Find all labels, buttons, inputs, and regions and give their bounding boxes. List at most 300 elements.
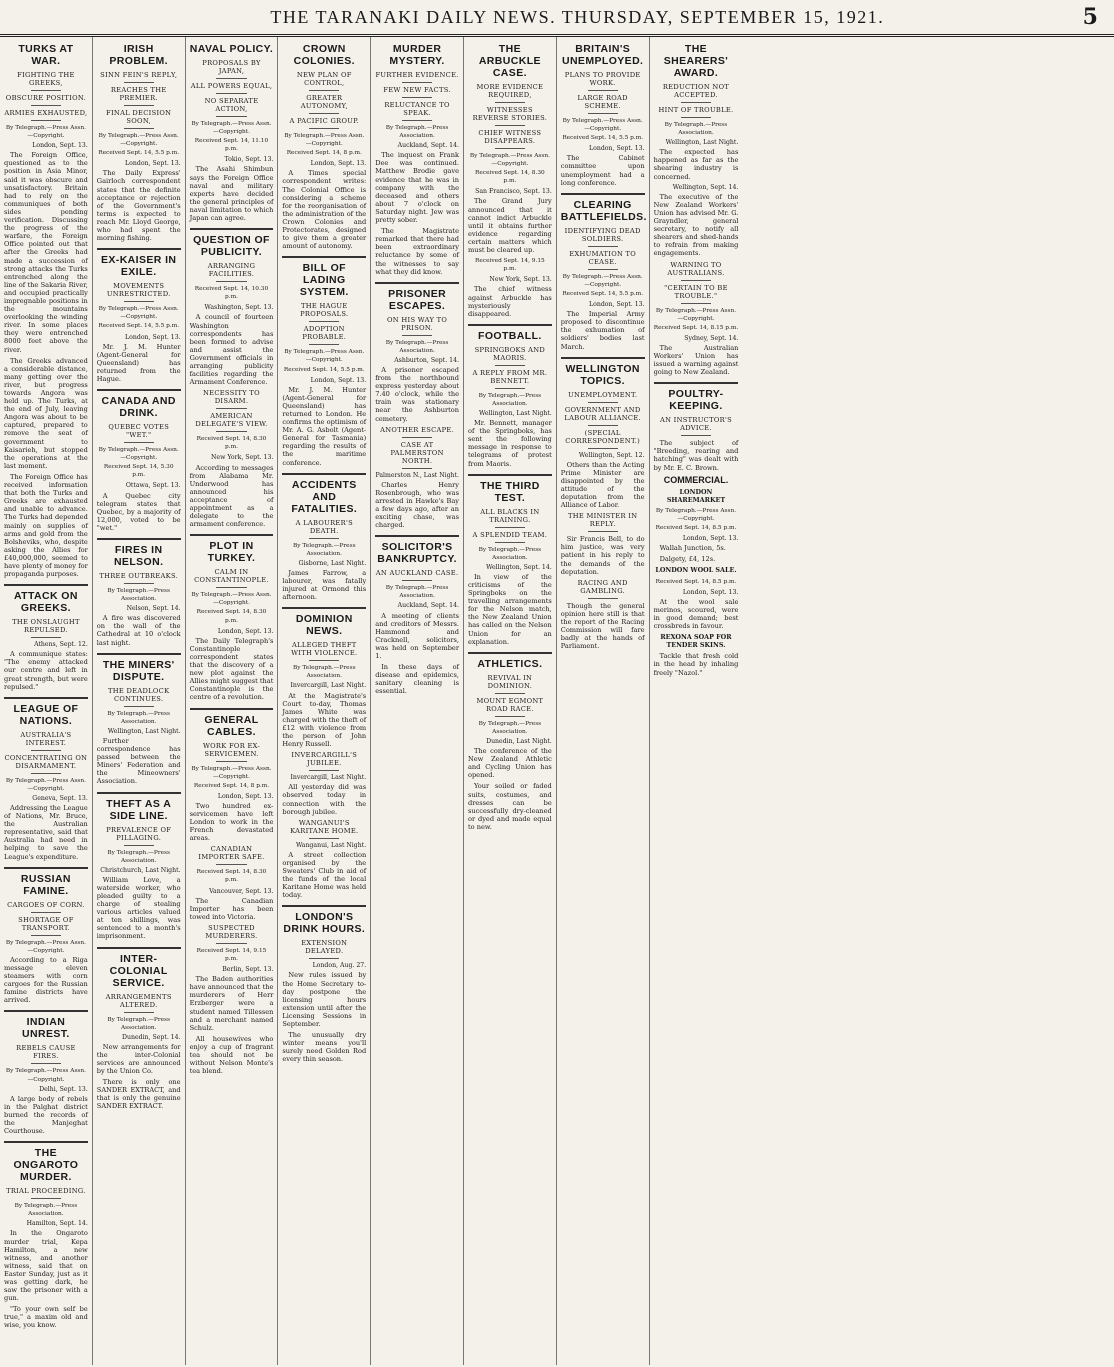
article-paragraph: Mr. J. M. Hunter (Agent-General for Queensland) has returned to London. He confirms the optimism of Mr. A. G. Asbolt (Agent-General for Tasmania) regarding the results of the maritime conference. bbox=[282, 385, 367, 467]
subheading-rule bbox=[402, 335, 432, 336]
received-time: Received Sept. 14, 5.5 p.m. bbox=[98, 323, 180, 330]
news-column-8 bbox=[650, 37, 743, 1365]
section-divider bbox=[654, 382, 739, 384]
article-paragraph: Tackle that fresh cold in the head by inhaling freely "Nazol." bbox=[653, 652, 739, 677]
subheading: CANADIAN IMPORTER SAFE. bbox=[198, 845, 265, 862]
subheading: SPRINGBOKS AND MAORIS. bbox=[474, 345, 546, 362]
subheading: RACING AND GAMBLING. bbox=[577, 578, 628, 595]
subheading-rule bbox=[124, 442, 154, 443]
article-paragraph: Though the general opinion here still is that the report of the Racing Commission will fare badly at the hands of Parliament. bbox=[560, 601, 645, 651]
article-paragraph: A Times special correspondent writes: The Colonial Office is considering a scheme for the reorganisation of the administration of the Crown Colonies and Protectorates, designed to give them a greater amount of autonomy. bbox=[282, 169, 367, 251]
subheading-rule bbox=[216, 943, 246, 944]
dateline: Palmerston N., Last Night. bbox=[375, 471, 459, 479]
article-paragraph: The Magistrate remarked that there had been extraordinary reluctance by some of the witnesses to say what they did know. bbox=[375, 227, 459, 276]
article-paragraph: Two hundred ex-servicemen have left London to work in the French devastated areas. bbox=[189, 801, 274, 843]
dateline: London, Sept. 13. bbox=[32, 142, 88, 150]
headline: THE SHEARERS' AWARD. bbox=[663, 43, 729, 79]
subheading: NECESSITY TO DISARM. bbox=[203, 389, 260, 406]
subheading-rule bbox=[124, 845, 154, 846]
subheading-rule bbox=[681, 102, 712, 103]
headline: WELLINGTON TOPICS. bbox=[565, 362, 640, 387]
headline: IRISH PROBLEM. bbox=[109, 43, 168, 67]
subheading: (SPECIAL CORRESPONDENT.) bbox=[565, 428, 641, 445]
headline: FOOTBALL. bbox=[478, 329, 542, 342]
headline: SOLICITOR'S BANKRUPTCY. bbox=[377, 541, 457, 566]
dateline: Invercargill, Last Night. bbox=[290, 774, 367, 782]
subheading: WORK FOR EX-SERVICEMEN. bbox=[202, 741, 261, 758]
article-paragraph: The Asahi Shimbun says the Foreign Office naval and military experts have decided the general principles of naval limitation to which Japan can agree. bbox=[189, 165, 274, 223]
received-time: Received Sept. 14, 8.30 p.m. bbox=[475, 170, 545, 185]
subheading: MOVEMENTS UNRESTRICTED. bbox=[106, 282, 171, 299]
subheading-rule bbox=[495, 542, 525, 543]
byline: By Telegraph.—Press Association. bbox=[107, 849, 170, 864]
dateline: Wellington, Sept. 14. bbox=[486, 563, 552, 571]
headline: QUESTION OF PUBLICITY. bbox=[193, 234, 270, 259]
headline: INTER-COLONIAL SERVICE. bbox=[109, 952, 168, 989]
headline: DOMINION NEWS. bbox=[295, 613, 353, 638]
headline: BILL OF LADING SYSTEM. bbox=[299, 262, 349, 299]
headline: FIRES IN NELSON. bbox=[113, 544, 164, 568]
subheading-rule bbox=[216, 93, 246, 94]
subheading: AN AUCKLAND CASE. bbox=[375, 569, 459, 578]
article-paragraph: Addressing the League of Nations, Mr. Bruce, the Australian representative, said that Australia had need in helping to save the League's expenditure. bbox=[4, 804, 88, 861]
subheading-rule bbox=[309, 770, 339, 771]
article-paragraph: Your soiled or faded suits, costumes, and dresses can be successfully dry-cleaned or dyed and made equal to new. bbox=[467, 782, 552, 831]
article-paragraph: The executive of the New Zealand Workers' Union has advised Mr. G. Grayndler, general secretary, to notify all shearers and shed-hands to refrain from making engagements. bbox=[653, 192, 739, 258]
dateline: Tokio, Sept. 13. bbox=[224, 156, 274, 164]
byline: By Telegraph.—Press Assn.—Copyright. bbox=[98, 447, 179, 462]
article-paragraph: The expected has happened as far as the shearing industry is concerned. bbox=[653, 148, 739, 181]
article-paragraph: The unusually dry winter means you'll surely need Golden Rod every thin season. bbox=[282, 1031, 367, 1064]
article-paragraph: A council of fourteen Washington correspondents has been formed to advise and assist the Government officials in arranging publicity facilities regarding the Armament Conference. bbox=[189, 313, 274, 387]
article-paragraph: Others than the Acting Prime Minister are disappointed by the attitude of the deputation from the Alliance of Labor. bbox=[560, 460, 645, 510]
headline: PRISONER ESCAPES. bbox=[388, 287, 447, 312]
byline: By Telegraph.—Press Assn.—Copyright. bbox=[469, 153, 550, 168]
article-paragraph: The Australian Workers' Union has issued a warning against going to New Zealand. bbox=[653, 343, 739, 377]
article-paragraph: In view of the criticisms of the Springboks on the travelling arrangements for the Nelson match, the New Zealand Union has called on the Nelson Union for an explanation. bbox=[467, 572, 552, 646]
dateline: Washington, Sept. 13. bbox=[204, 304, 274, 312]
subheading: EXTENSION DELAYED. bbox=[301, 939, 348, 956]
byline: By Telegraph.—Press Association. bbox=[385, 585, 449, 600]
received-time: Received Sept. 14, 8.30 p.m. bbox=[196, 609, 267, 624]
dateline: Auckland, Sept. 14. bbox=[397, 602, 459, 610]
subheading-rule bbox=[402, 468, 432, 469]
subheading-rule bbox=[495, 388, 525, 389]
subheading: FURTHER EVIDENCE. bbox=[375, 71, 459, 79]
subheading: CONCENTRATING ON DISARMAMENT. bbox=[4, 753, 88, 770]
article-paragraph: A communique states: "The enemy attacked our centre and left in great strength, but were repulsed." bbox=[4, 650, 88, 691]
received-time: Received Sept. 14, 10.30 p.m. bbox=[194, 286, 269, 301]
dateline: Gisborne, Last Night. bbox=[298, 559, 367, 567]
byline: By Telegraph.—Press Association. bbox=[14, 1203, 78, 1218]
subheading-rule bbox=[31, 120, 61, 121]
article-paragraph: New arrangements for the inter-Colonial services are announced by the Union Co. bbox=[96, 1042, 181, 1076]
subheading-rule bbox=[216, 761, 246, 762]
received-time: Received Sept. 14, 8 p.m. bbox=[286, 150, 362, 157]
subheading-rule bbox=[588, 269, 618, 270]
subheading: REBELS CAUSE FIRES. bbox=[16, 1044, 76, 1061]
dateline: New York, Sept. 13. bbox=[211, 454, 274, 462]
received-time: Received Sept. 14, 8.30 p.m. bbox=[196, 436, 267, 451]
article-paragraph: In the Ongaroto murder trial, Kepa Hamilton, a new witness, and another witness, said that on Easter Sunday, just as it was getting dark, he saw the prisoner with a gun. bbox=[4, 1229, 88, 1303]
byline: By Telegraph.—Press Assn.—Copyright. bbox=[655, 307, 737, 322]
subheading: NO SEPARATE ACTION, bbox=[204, 97, 259, 113]
byline: By Telegraph.—Press Assn.—Copyright. bbox=[5, 125, 86, 140]
market-heading: REXONA SOAP FOR TENDER SKINS. bbox=[660, 633, 732, 650]
subheading-rule bbox=[495, 102, 525, 103]
subheading: AMERICAN DELEGATE'S VIEW. bbox=[195, 412, 268, 429]
subheading-rule bbox=[216, 408, 246, 409]
headline: THE MINERS' DISPUTE. bbox=[102, 658, 175, 683]
subheading: INVERCARGILL'S JUBILEE. bbox=[291, 751, 358, 768]
article-paragraph: All yesterday did was observed today in connection with the borough jubilee. bbox=[282, 783, 367, 816]
subheading-rule bbox=[31, 637, 61, 638]
byline: By Telegraph.—Press Assn.—Copyright. bbox=[284, 349, 365, 364]
subheading: ARRANGING FACILITIES. bbox=[207, 262, 256, 279]
byline: By Telegraph.—Press Association. bbox=[385, 125, 449, 140]
headline: BRITAIN'S UNEMPLOYED. bbox=[561, 43, 644, 67]
section-divider bbox=[97, 792, 181, 794]
byline: By Telegraph.—Press Assn.—Copyright. bbox=[5, 939, 86, 954]
received-time: Received Sept. 14, 8 p.m. bbox=[193, 782, 270, 789]
dateline: Dunedin, Last Night. bbox=[486, 737, 552, 745]
subheading: REDUCTION NOT ACCEPTED. bbox=[662, 83, 730, 99]
headline: CROWN COLONIES. bbox=[293, 43, 355, 67]
subheading: FEW NEW FACTS. bbox=[383, 86, 451, 94]
subheading-rule bbox=[402, 97, 432, 98]
subheading: AN INSTRUCTOR'S ADVICE. bbox=[659, 416, 732, 433]
subheading-rule bbox=[495, 716, 525, 717]
dateline: London, Sept. 13. bbox=[682, 588, 739, 596]
article-paragraph: A large body of rebels in the Palghat district burned the records of the Manjeghat Courthouse. bbox=[4, 1094, 88, 1136]
received-time: Received Sept. 14, 8.15 p.m. bbox=[653, 324, 739, 331]
dateline: Dunedin, Sept. 14. bbox=[122, 1033, 181, 1041]
subheading-rule bbox=[31, 773, 61, 774]
subheading-rule bbox=[588, 113, 618, 114]
article-paragraph: According to messages from Alabama Mr. Underwood has announced his acceptance of appointment as a delegate to the armament conference. bbox=[189, 463, 274, 529]
subheading-rule bbox=[681, 280, 712, 281]
dateline: Wanganui, Last Night. bbox=[295, 841, 367, 849]
subheading: THE HAGUE PROPOSALS. bbox=[300, 302, 349, 319]
subheading-rule bbox=[216, 116, 246, 117]
subheading-rule bbox=[309, 838, 339, 839]
received-time: Received Sept. 14, 5.5 p.m. bbox=[98, 150, 180, 157]
section-divider bbox=[97, 947, 181, 949]
byline: By Telegraph.—Press Assn.—Copyright. bbox=[562, 273, 643, 288]
subheading: PLANS TO PROVIDE WORK. bbox=[564, 71, 641, 87]
article-paragraph: The conference of the New Zealand Athletic and Cycling Union has opened. bbox=[467, 747, 552, 780]
section-divider bbox=[97, 538, 181, 540]
byline: By Telegraph.—Press Assn.—Copyright. bbox=[5, 1068, 86, 1083]
headline: TURKS AT WAR. bbox=[18, 43, 74, 67]
byline: By Telegraph.—Press Assn.—Copyright. bbox=[191, 765, 272, 780]
section-divider bbox=[468, 652, 552, 654]
byline: By Telegraph.—Press Association. bbox=[107, 588, 170, 603]
headline: NAVAL POLICY. bbox=[189, 43, 274, 55]
subheading: MORE EVIDENCE REQUIRED, bbox=[476, 83, 544, 99]
article-paragraph: The Greeks advanced a considerable distance, many getting over the river, but progress towards Angora was held up. The Turks, at the end of July, leaving Angora was about to be captured, prepared to remove the seat of government to Kaisarieh, but stopped the operations at the last moment. bbox=[4, 356, 88, 470]
article-paragraph: All housewives who enjoy a cup of fragrant tea should not be without Nelson Monte's tea blend. bbox=[189, 1034, 274, 1076]
headline: THE THIRD TEST. bbox=[480, 479, 540, 504]
subheading: A REPLY FROM MR. BENNETT. bbox=[472, 368, 548, 385]
subheading-rule bbox=[495, 148, 525, 149]
subheading-rule bbox=[216, 281, 246, 282]
dateline: Vancouver, Sept. 13. bbox=[209, 887, 274, 895]
section-divider bbox=[468, 474, 552, 476]
headline: GENERAL CABLES. bbox=[204, 713, 259, 738]
subheading-rule bbox=[588, 402, 618, 403]
subheading-rule bbox=[402, 580, 432, 581]
section-heading: COMMERCIAL. bbox=[663, 474, 729, 485]
received-time: Received Sept. 14, 9.15 p.m. bbox=[475, 258, 545, 273]
byline: By Telegraph.—Press Assn.—Copyright. bbox=[191, 121, 272, 136]
byline: By Telegraph.—Press Association. bbox=[385, 339, 449, 354]
headline: ACCIDENTS AND FATALITIES. bbox=[291, 478, 358, 515]
masthead-spacer bbox=[12, 17, 72, 18]
subheading-rule bbox=[124, 583, 154, 584]
news-column-5 bbox=[371, 37, 464, 1365]
subheading-rule bbox=[31, 750, 61, 751]
subheading: CHIEF WITNESS DISAPPEARS. bbox=[478, 129, 542, 145]
subheading-rule bbox=[495, 365, 525, 366]
received-time: Received Sept. 14, 9.15 p.m. bbox=[196, 947, 267, 962]
section-divider bbox=[375, 535, 459, 537]
news-column-1 bbox=[0, 37, 93, 1365]
subheading: SUSPECTED MURDERERS. bbox=[205, 923, 258, 940]
market-heading: LONDON SHAREMARKET bbox=[666, 487, 726, 504]
dateline: Athens, Sept. 12. bbox=[34, 641, 88, 649]
article-paragraph: Further correspondence has passed between the Miners' Federation and the Mineowners' Association. bbox=[96, 736, 181, 786]
subheading: THREE OUTBREAKS. bbox=[99, 572, 179, 580]
article-paragraph: Sir Francis Bell, to do him justice, was very patient in his reply to the demands of the deputation. bbox=[560, 535, 645, 576]
section-divider bbox=[4, 867, 88, 869]
dateline: London, Sept. 13. bbox=[589, 301, 645, 309]
section-divider bbox=[282, 905, 366, 907]
dateline: San Francisco, Sept. 13. bbox=[475, 188, 552, 196]
columns-container bbox=[0, 37, 1114, 1365]
news-column-7 bbox=[557, 37, 650, 1365]
received-time: Received Sept. 14, 5.30 p.m. bbox=[103, 464, 174, 479]
subheading: REVIVAL IN DOMINION. bbox=[487, 673, 533, 690]
subheading-rule bbox=[124, 128, 154, 129]
received-time: Received Sept. 14, 8.5 p.m. bbox=[655, 578, 737, 585]
dateline: Auckland, Sept. 14. bbox=[397, 142, 459, 150]
page-number: 5 bbox=[1082, 4, 1098, 30]
subheading: CASE AT PALMERSTON NORTH. bbox=[390, 440, 444, 465]
article-paragraph: William Love, a waterside worker, who pleaded guilty to a charge of stealing various articles valued at ten shillings, was sentenced to a month's imprisonment. bbox=[96, 875, 181, 941]
subheading-rule bbox=[124, 301, 154, 302]
subheading: UNEMPLOYMENT. bbox=[568, 390, 638, 399]
subheading-rule bbox=[216, 587, 246, 588]
subheading: MOUNT EGMONT ROAD RACE. bbox=[476, 696, 544, 713]
byline: By Telegraph.—Press Association. bbox=[292, 542, 356, 557]
article-paragraph: New rules issued by the Home Secretary to-day postpone the licensing hours extension until after the Licensing Sessions in September. bbox=[282, 971, 367, 1028]
article-paragraph: "To your own self be true," a maxim old and wise, you know. bbox=[4, 1305, 88, 1330]
headline: THE ONGAROTO MURDER. bbox=[13, 1147, 79, 1184]
article-paragraph: According to a Riga message eleven steamers with corn cargoes for the Russian famine districts have arrived. bbox=[4, 955, 88, 1005]
headline: CLEARING BATTLEFIELDS. bbox=[560, 198, 647, 223]
headline: PLOT IN TURKEY. bbox=[207, 540, 256, 565]
byline: By Telegraph.—Press Assn.—Copyright. bbox=[98, 133, 179, 148]
subheading-rule bbox=[495, 527, 525, 528]
headline: MURDER MYSTERY. bbox=[389, 43, 445, 67]
received-time: Received Sept. 14, 5.5 p.m. bbox=[562, 290, 644, 297]
article-paragraph: The subject of "Breeding, rearing and hatching" was dealt with by Mr. E. C. Brown. bbox=[653, 439, 739, 472]
subheading-rule bbox=[588, 598, 618, 599]
subheading: AUSTRALIA'S INTEREST. bbox=[20, 730, 72, 747]
byline: By Telegraph.—Press Association. bbox=[664, 122, 728, 137]
section-divider bbox=[4, 1010, 88, 1012]
subheading: FINAL DECISION SOON, bbox=[106, 109, 172, 125]
subheading-rule bbox=[309, 113, 339, 114]
dateline: London, Sept. 13. bbox=[589, 145, 645, 153]
article-paragraph: The Canadian Importer has been towed into Victoria. bbox=[189, 896, 274, 921]
subheading-rule bbox=[124, 105, 154, 106]
byline: By Telegraph.—Press Association. bbox=[478, 546, 542, 561]
dateline: Hamilton, Sept. 14. bbox=[26, 1220, 88, 1228]
subheading-rule bbox=[681, 435, 712, 436]
article-paragraph: The Cabinet committee upon unemployment had a long conference. bbox=[560, 154, 645, 187]
subheading: ARMIES EXHAUSTED, bbox=[4, 109, 88, 117]
subheading-rule bbox=[309, 660, 339, 661]
subheading: CALM IN CONSTANTINOPLE. bbox=[194, 568, 269, 585]
dateline: Wellington, Last Night. bbox=[479, 409, 552, 417]
headline: LONDON'S DRINK HOURS. bbox=[283, 911, 366, 936]
dateline: London, Sept. 13. bbox=[310, 160, 367, 168]
byline: By Telegraph.—Press Assn.—Copyright. bbox=[562, 118, 643, 133]
subheading: A PACIFIC GROUP. bbox=[289, 117, 360, 125]
byline: By Telegraph.—Press Association. bbox=[478, 720, 542, 735]
article-paragraph: A Quebec city telegram states that Quebec, by a majority of 12,000, voted to be "wet." bbox=[96, 491, 181, 532]
section-divider bbox=[375, 282, 459, 284]
news-column-3 bbox=[186, 37, 279, 1365]
subheading-rule bbox=[31, 935, 61, 936]
subheading: QUEBEC VOTES "WET." bbox=[108, 423, 170, 440]
subheading-rule bbox=[216, 864, 246, 865]
received-time: Received Sept. 14, 8.5 p.m. bbox=[655, 525, 737, 532]
article-paragraph: The Foreign Office, questioned as to the position in Asia Minor, said it was obscure and unsatisfactory. Britain had to rely on the communiques of both sides pending verification. Discussing the progress of the warfare, the Foreign Office pointed out that after the Greeks had made a succession of strong attacks the Turks entrenched along the line of the Sakaria River, and occupied practically impregnable positions in the mountains overlooking the winding river. In some places they were entrenched 8000 feet above the river. bbox=[4, 151, 88, 354]
section-divider bbox=[97, 389, 181, 391]
section-divider bbox=[190, 534, 274, 536]
subheading-rule bbox=[588, 90, 618, 91]
subheading: ADOPTION PROBABLE. bbox=[302, 325, 347, 342]
subheading: SHORTAGE OF TRANSPORT. bbox=[18, 915, 74, 932]
subheading-rule bbox=[309, 344, 339, 345]
subheading: IDENTIFYING DEAD SOLDIERS. bbox=[564, 226, 641, 243]
subheading-rule bbox=[31, 1198, 61, 1199]
subheading: TRIAL PROCEEDING. bbox=[6, 1187, 86, 1196]
section-divider bbox=[4, 697, 88, 699]
section-divider bbox=[97, 248, 181, 250]
section-divider bbox=[561, 357, 645, 359]
dateline: Nelson, Sept. 14. bbox=[126, 605, 181, 613]
subheading: A LABOURER'S DEATH. bbox=[295, 518, 353, 535]
dateline: Wellington, Sept. 12. bbox=[578, 451, 645, 459]
dateline: Sydney, Sept. 14. bbox=[684, 334, 739, 342]
news-column-2 bbox=[93, 37, 186, 1365]
subheading: PROPOSALS BY JAPAN, bbox=[202, 59, 261, 75]
subheading-rule bbox=[124, 706, 154, 707]
subheading-rule bbox=[309, 958, 339, 959]
masthead bbox=[0, 0, 1114, 37]
subheading: NEW PLAN OF CONTROL, bbox=[296, 71, 352, 87]
article-paragraph: The Foreign Office has received information that both the Turks and Greeks are exhausted and unable to advance. The Turks had depended mainly on supplies of arms and gold from the Bolsheviks, who, despite asking the Allies for £40,000,000, seemed to have plenty of money for propaganda purposes. bbox=[4, 472, 88, 579]
subheading: ALLEGED THEFT WITH VIOLENCE. bbox=[291, 641, 358, 658]
article-paragraph: The Grand Jury announced that it cannot indict Arbuckle until it obtains further evidence regarding certain matters which must be cleared up. bbox=[467, 197, 552, 255]
section-divider bbox=[282, 607, 366, 609]
article-paragraph: Mr. Bennett, manager of the Springboks, has sent the following message in response to telegrams of protest from Maoris. bbox=[467, 419, 552, 468]
received-time: Received Sept. 14, 5.5 p.m. bbox=[283, 366, 365, 373]
received-time: Received Sept. 14, 5.5 p.m. bbox=[562, 135, 644, 142]
headline: ATTACK ON GREEKS. bbox=[13, 590, 78, 615]
subheading: ALL BLACKS IN TRAINING. bbox=[480, 507, 540, 524]
subheading-rule bbox=[495, 125, 525, 126]
subheading: A SPLENDID TEAM. bbox=[472, 530, 548, 539]
subheading-rule bbox=[309, 321, 339, 322]
byline: By Telegraph.—Press Association. bbox=[107, 710, 170, 725]
subheading: EXHUMATION TO CEASE. bbox=[569, 249, 637, 266]
byline: By Telegraph.—Press Assn.—Copyright. bbox=[5, 777, 86, 792]
subheading: LARGE ROAD SCHEME. bbox=[577, 94, 628, 110]
article-paragraph: Dalgety, £4, 12s. bbox=[659, 555, 716, 564]
article-paragraph: The Baden authorities have announced that the murderers of Herr Erzberger were a student named Tillessen and a merchant named Schulz. bbox=[189, 975, 274, 1032]
subheading: REACHES THE PREMIER. bbox=[110, 86, 167, 102]
dateline: London, Sept. 13. bbox=[217, 792, 274, 800]
subheading: THE MINISTER IN REPLY. bbox=[567, 512, 638, 529]
headline: ATHLETICS. bbox=[477, 657, 543, 670]
dateline: New York, Sept. 13. bbox=[489, 276, 552, 284]
article-paragraph: There is only one SANDER EXTRACT, and that is only the genuine SANDER EXTRACT. bbox=[96, 1078, 181, 1111]
subheading-rule bbox=[31, 105, 61, 106]
subheading-rule bbox=[309, 538, 339, 539]
dateline: Wellington, Sept. 14. bbox=[672, 183, 739, 191]
dateline: Wellington, Last Night. bbox=[107, 727, 181, 735]
received-time: Received Sept. 14, 8.30 p.m. bbox=[196, 869, 267, 884]
section-divider bbox=[4, 584, 88, 586]
subheading-rule bbox=[124, 82, 154, 83]
section-divider bbox=[97, 653, 181, 655]
subheading: WITNESSES REVERSE STORIES. bbox=[472, 106, 548, 122]
headline: LEAGUE OF NATIONS. bbox=[13, 702, 79, 727]
subheading: PREVALENCE OF PILLAGING. bbox=[106, 825, 172, 842]
subheading-rule bbox=[495, 693, 525, 694]
subheading: ARRANGEMENTS ALTERED. bbox=[105, 992, 172, 1009]
subheading-rule bbox=[402, 82, 432, 83]
section-divider bbox=[4, 1141, 88, 1143]
subheading-rule bbox=[216, 78, 246, 79]
subheading-rule bbox=[681, 117, 712, 118]
article-paragraph: The inquest on Frank Dee was continued. Matthew Brodie gave evidence that he was in company with the deceased and others about 7 o'clock on Saturday night. Jew was pretty sober. bbox=[375, 151, 459, 225]
section-divider bbox=[190, 708, 274, 710]
subheading: HINT OF TROUBLE. bbox=[658, 106, 734, 114]
subheading: FIGHTING THE GREEKS, bbox=[17, 71, 75, 87]
dateline: London, Sept. 13. bbox=[310, 376, 367, 384]
received-time: Received Sept. 14, 11.10 p.m. bbox=[194, 138, 269, 153]
subheading-rule bbox=[588, 531, 618, 532]
subheading-rule bbox=[588, 448, 618, 449]
market-heading: LONDON WOOL SALE. bbox=[655, 566, 737, 575]
dateline: London, Aug. 27. bbox=[312, 962, 367, 970]
article-paragraph: A meeting of clients and creditors of Messrs. Hammond and Cracknell, solicitors, was held on September 1. bbox=[375, 611, 459, 661]
subheading: WARNING TO AUSTRALIANS. bbox=[667, 260, 725, 277]
section-divider bbox=[190, 228, 274, 230]
article-paragraph: The Daily Express' Gairloch correspondent states that the definite acceptance or rejection of the Government's terms is expected to reach Mr. Lloyd George, who had spent the morning fishing. bbox=[96, 169, 181, 243]
byline: By Telegraph.—Press Assn.—Copyright. bbox=[98, 306, 179, 321]
subheading-rule bbox=[216, 431, 246, 432]
dateline: Berlin, Sept. 13. bbox=[222, 966, 274, 974]
subheading-rule bbox=[31, 1063, 61, 1064]
dateline: Wellington, Last Night. bbox=[665, 139, 739, 147]
